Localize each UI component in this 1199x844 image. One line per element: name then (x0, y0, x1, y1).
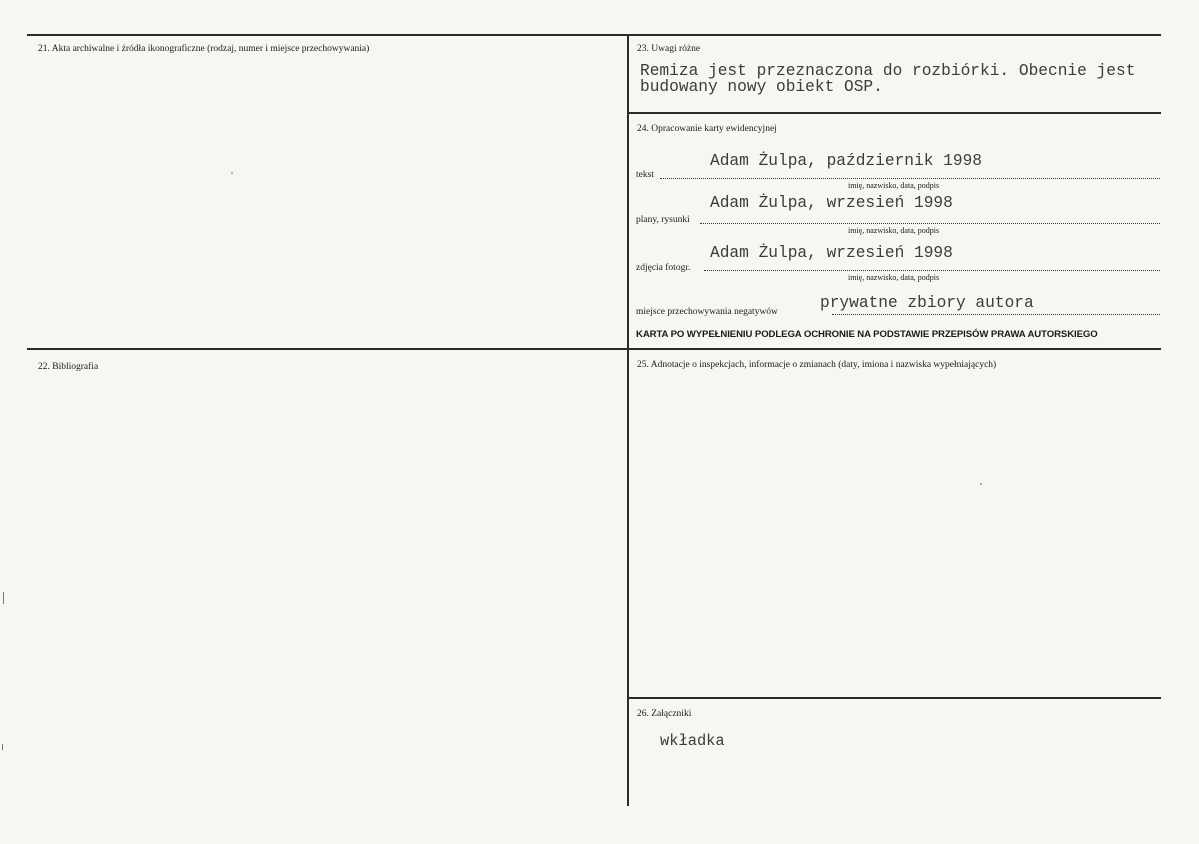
tekst-caption: imię, nazwisko, data, podpis (848, 181, 940, 190)
plany-label: plany, rysunki (636, 215, 690, 225)
section-21-label: 21. Akta archiwalne i źródła ikonograficzne (rodzaj, numer i miejsce przechowywania) (38, 44, 370, 54)
section-26-label: 26. Załączniki (637, 709, 692, 719)
negatywy-dotted-line (832, 314, 1160, 315)
top-border-line (27, 34, 1161, 36)
zdjecia-value: Adam Żulpa, wrzesień 1998 (710, 244, 953, 262)
remarks-line-2: budowany nowy obiekt OSP. (640, 78, 883, 96)
negatywy-value: prywatne zbiory autora (820, 294, 1034, 312)
paper-speck (231, 172, 233, 174)
attachments-value: wkładka (660, 732, 725, 750)
tekst-label: tekst (636, 170, 654, 180)
zdjecia-caption: imię, nazwisko, data, podpis (848, 273, 940, 282)
remarks-line-1: Remiza jest przeznaczona do rozbiórki. Obecnie jest (640, 62, 1136, 80)
section-24-label: 24. Opracowanie karty ewidencyjnej (637, 124, 777, 134)
tekst-dotted-line (660, 178, 1160, 179)
copyright-notice: KARTA PO WYPEŁNIENIU PODLEGA OCHRONIE NA PODSTAWIE PRZEPISÓW PRAWA AUTORSKIEGO (636, 329, 1098, 340)
edge-mark (2, 744, 3, 750)
negatywy-label: miejsce przechowywania negatywów (636, 307, 778, 317)
tekst-value: Adam Żulpa, październik 1998 (710, 152, 982, 170)
horizontal-divider-middle (27, 348, 1161, 350)
section-22-label: 22. Bibliografia (38, 362, 99, 372)
paper-speck (980, 483, 982, 485)
plany-caption: imię, nazwisko, data, podpis (848, 226, 940, 235)
center-divider-line (627, 34, 629, 806)
zdjecia-dotted-line (704, 270, 1160, 271)
horizontal-divider-25-26 (627, 697, 1161, 699)
plany-value: Adam Żulpa, wrzesień 1998 (710, 194, 953, 212)
edge-mark (3, 592, 4, 604)
plany-dotted-line (700, 223, 1160, 224)
section-25-label: 25. Adnotacje o inspekcjach, informacje o zmianach (daty, imiona i nazwiska wypełniających) (637, 360, 997, 370)
zdjecia-label: zdjęcia fotogr. (636, 263, 691, 273)
section-23-label: 23. Uwagi różne (637, 44, 701, 54)
horizontal-divider-23-24 (627, 112, 1161, 114)
